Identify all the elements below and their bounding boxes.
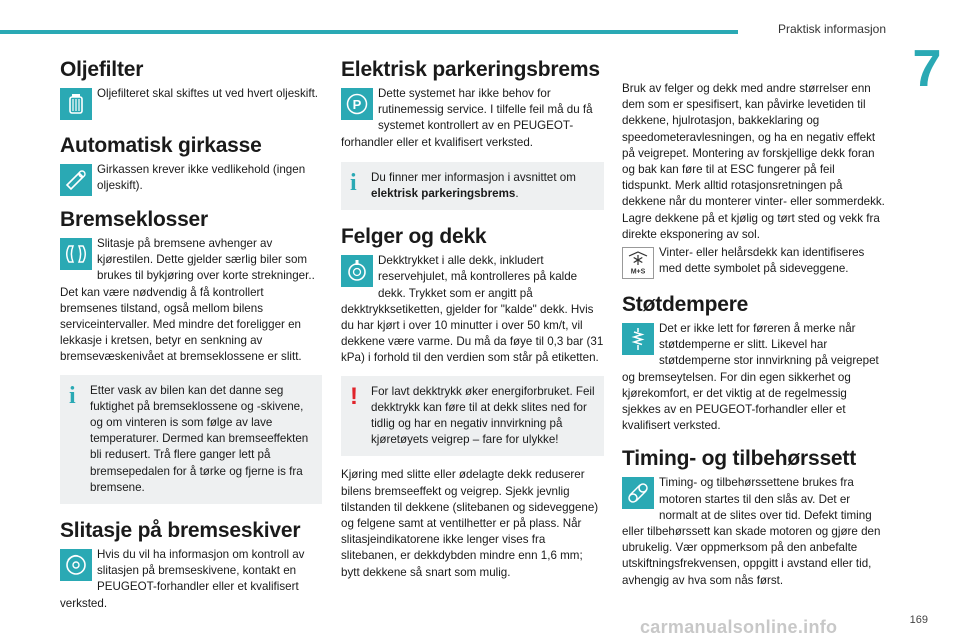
oil-filter-text: Oljefilteret skal skiftes ut ved hvert oljeskift. [97, 87, 319, 100]
brake-discs-block [60, 547, 322, 612]
heading-wheels-tyres: Felger og dekk [341, 225, 487, 249]
header-title: Praktisk informasjon [777, 22, 886, 36]
gearbox-service-icon [60, 164, 92, 196]
shock-absorber-icon [622, 323, 654, 355]
tyres-text: Dekktrykket i alle dekk, inkludert reservehjulet, må kontrolleres på kalde dekk. Trykket som er angitt på dekktrykksetiketten, gjelder for "kalde" dekk. Hvis du har kjørt i over 10 minutter i over 50 km/t, vil dekkene være varme. Du må da føye til 0,3 bar (31 kPa) i forhold til den verdien som står på etiketten. [341, 254, 604, 365]
heading-brake-discs: Slitasje på bremseskiver [60, 519, 301, 543]
heading-shock-absorbers: Støtdempere [622, 293, 749, 317]
tyres-warning-box [341, 376, 604, 457]
parking-brake-icon [341, 88, 373, 120]
epb-info-box [341, 162, 604, 210]
brake-pads-text: Slitasje på bremsene avhenger av kjørestilen. Dette gjelder særlig biler som brukes til bykjøring over korte strekninger.. Det kan være nødvendig å få kontrollert bremsenes tilstand, også mellom bilens serviceintervaller. Med mindre det foreligger en lekkasje i kretsen, betyr en senkning av bremsevæskenivået at bremseklossene er slitt. [60, 237, 315, 364]
gearbox-block [60, 162, 322, 197]
brake-pads-icon [60, 238, 92, 270]
heading-oil-filter: Oljefilter [60, 58, 144, 81]
watermark: carmanualsonline.info [640, 617, 838, 637]
oil-filter-icon [60, 88, 92, 120]
tyres-warning-text: For lavt dekktrykk øker energiforbruket. Feil dekktrykk kan føre til at dekk slites ned for tidlig og har en negativ innvirkning på kjøretøyets veigrep – fare for ulykke! [371, 384, 595, 447]
shock-block [622, 321, 886, 434]
info-icon: i [69, 382, 76, 409]
brake-discs-text: Hvis du vil ha informasjon om kontroll av slitasjen på bremseskivene, kontakt en PEUGEOT-forhandler eller et kvalifisert verksted. [60, 548, 305, 610]
brake-disc-icon [60, 549, 92, 581]
heading-timing-kit: Timing- og tilbehørssett [622, 447, 856, 471]
epb-info-text-c: . [515, 187, 519, 201]
heading-automatic-gearbox: Automatisk girkasse [60, 134, 262, 157]
timing-text: Timing- og tilbehørssettene brukes fra motoren startes til den slås av. Det er normalt at de slites over tid. Defekt timing eller tilbehørssett kan skade motoren og gjøre den ubrukelig. Vær oppmerksom på den anbefalte utskiftningsfrekvensen, oppgitt i avstand eller tid, avhengig av hva som nås først. [622, 476, 881, 587]
epb-info-link-text: elektrisk parkeringsbrems [371, 187, 516, 201]
epb-info-text [371, 170, 596, 202]
heading-electric-parking-brake: Elektrisk parkeringsbrems [341, 58, 600, 81]
tyres-block [341, 253, 604, 366]
tyres-continued-text: Bruk av felger og dekk med andre størrelser enn dem som er spesifisert, kan påvirke levetiden til dekkene, hjulrotasjon, bakkeklaring og speedometeravlesningen, og ha en negativ effekt på veigrepet. Montering av forskjellige dekk foran og bak kan føre til at ESC fungerer på feil tidspunkt. Merk alltid rotasjonsretningen på dekkene når du monterer vinter- eller sommerdekk. Lagre dekkene på et kjølig og tørt sted og vekk fra direkte eksponering av sol. [622, 82, 885, 241]
heading-brake-pads: Bremseklosser [60, 208, 208, 231]
brake-pads-block [60, 236, 322, 366]
timing-belt-icon [622, 477, 654, 509]
brake-pads-info-text: Etter vask av bilen kan det danne seg fuktighet på bremseklossene og -skivene, og om vinteren is som følge av lave temperaturer. Dermed kan bremseeffekten bli redusert. Trå flere ganger lett på bremsepedalen for å tørke og fjerne is fra bremsene. [90, 383, 309, 494]
epb-info-text-a: Du finner mer informasjon i avsnittet om [371, 170, 576, 184]
epb-block [341, 86, 604, 151]
winter-tyres-text: Vinter- eller helårsdekk kan identifiseres med dette symbolet på sideveggene. [659, 246, 865, 276]
column-1 [60, 55, 322, 612]
page-number: 169 [909, 614, 928, 626]
header-accent-bar [0, 30, 738, 34]
shock-text: Det er ikke lett for føreren å merke når støtdemperne er slitt. Likevel har støtdemperne stor innvirkning på veigrepet og bremseytelsen. For din egen sikkerhet og kjørekomfort, er det viktig at de regelmessig sjekkes av en PEUGEOT-forhandler eller et kvalifisert verksted. [622, 322, 879, 433]
svg-text:P: P [352, 97, 362, 112]
timing-block [622, 475, 886, 588]
column-2 [341, 55, 604, 581]
ms-snowflake-icon [622, 247, 654, 279]
winter-tyres-block [622, 245, 886, 280]
tyre-pressure-icon [341, 255, 373, 287]
tyres-text-2: Kjøring med slitte eller ødelagte dekk reduserer bilens bremseeffekt og veigrep. Sjekk jevnlig tilstanden til dekkene (slitebanen og sideveggene) og felgene samt at ventilhetter er på plass. Når slitasjeindikatorene ikke lenger vises fra slitebanen, er dekkdybden mindre enn 1,6 mm; bytt dekkene så snart som mulig. [341, 468, 599, 579]
epb-text: Dette systemet har ikke behov for rutinemessig service. I tilfelle feil må du få systemet kontrollert av en PEUGEOT-forhandler eller et kvalifisert verksted. [341, 87, 593, 149]
brake-pads-info-box [60, 375, 322, 504]
gearbox-text: Girkassen krever ikke vedlikehold (ingen oljeskift). [97, 163, 306, 193]
chapter-number: 7 [912, 40, 942, 98]
info-icon: i [350, 169, 357, 196]
ms-label: M+S [630, 268, 646, 276]
warning-exclamation-icon: ! [350, 382, 358, 410]
column-3 [622, 55, 886, 589]
oil-filter-block [60, 86, 322, 121]
